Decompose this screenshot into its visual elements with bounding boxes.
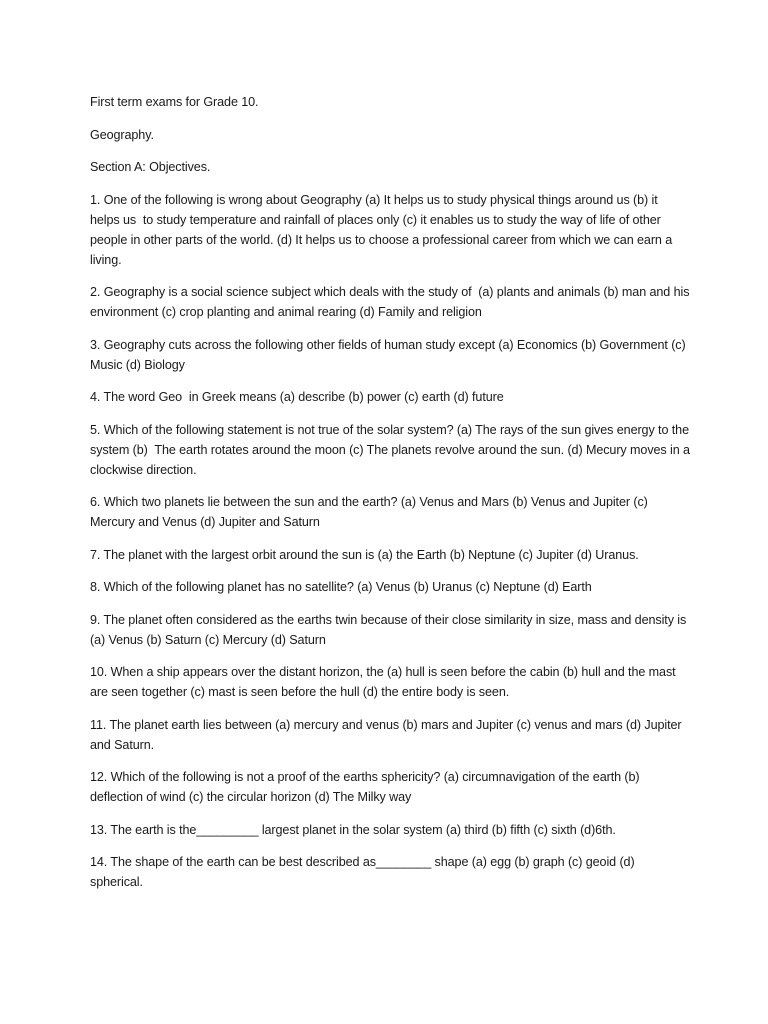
question-10: 10. When a ship appears over the distant horizon, the (a) hull is seen before the cabin (b) hull and the mast are seen together (c) mast is seen before the hull (d) the entire body is seen.	[90, 665, 679, 699]
section-heading: Section A: Objectives.	[90, 160, 211, 174]
exam-page	[90, 92, 697, 905]
question-7: 7. The planet with the largest orbit around the sun is (a) the Earth (b) Neptune (c) Jupiter (d) Uranus.	[90, 547, 639, 562]
question-1: 1. One of the following is wrong about Geography (a) It helps us to study physical things around us (b) it helps us to study temperature and rainfall of places only (c) it enables us to study the way of life of other people in other parts of the world. (d) It helps us to choose a professional career from which we can earn a living.	[90, 192, 676, 267]
question-4: 4. The word Geo in Greek means (a) describe (b) power (c) earth (d) future	[90, 390, 504, 404]
question-9: 9. The planet often considered as the earths twin because of their close similarity in size, mass and density is (a) Venus (b) Saturn (c) Mercury (d) Saturn	[90, 612, 690, 647]
exam-title: First term exams for Grade 10.	[90, 95, 259, 109]
subject-heading: Geography.	[90, 127, 154, 142]
question-3: 3. Geography cuts across the following other fields of human study except (a) Economics (b) Government (c) Music (d) Biology	[90, 337, 689, 372]
question-11: 11. The planet earth lies between (a) mercury and venus (b) mars and Jupiter (c) venus and mars (d) Jupiter and Saturn.	[90, 717, 685, 752]
question-12: 12. Which of the following is not a proof of the earths sphericity? (a) circumnavigation of the earth (b) deflection of wind (c) the circular horizon (d) The Milky way	[90, 770, 643, 804]
question-8: 8. Which of the following planet has no satellite? (a) Venus (b) Uranus (c) Neptune (d) Earth	[90, 580, 592, 594]
question-2: 2. Geography is a social science subject which deals with the study of (a) plants and animals (b) man and his environment (c) crop planting and animal rearing (d) Family and religion	[90, 285, 697, 319]
question-5: 5. Which of the following statement is not true of the solar system? (a) The rays of the sun gives energy to the system (b) The earth rotates around the moon (c) The planets revolve around the sun. (d) Mecury moves in a clockwise direction.	[90, 422, 694, 477]
question-14: 14. The shape of the earth can be best described as________ shape (a) egg (b) graph (c) geoid (d) spherical.	[90, 855, 638, 889]
question-6: 6. Which two planets lie between the sun and the earth? (a) Venus and Mars (b) Venus and Jupiter (c) Mercury and Venus (d) Jupiter and Saturn	[90, 495, 652, 529]
question-13: 13. The earth is the_________ largest planet in the solar system (a) third (b) fifth (c) sixth (d)6th.	[90, 822, 616, 837]
